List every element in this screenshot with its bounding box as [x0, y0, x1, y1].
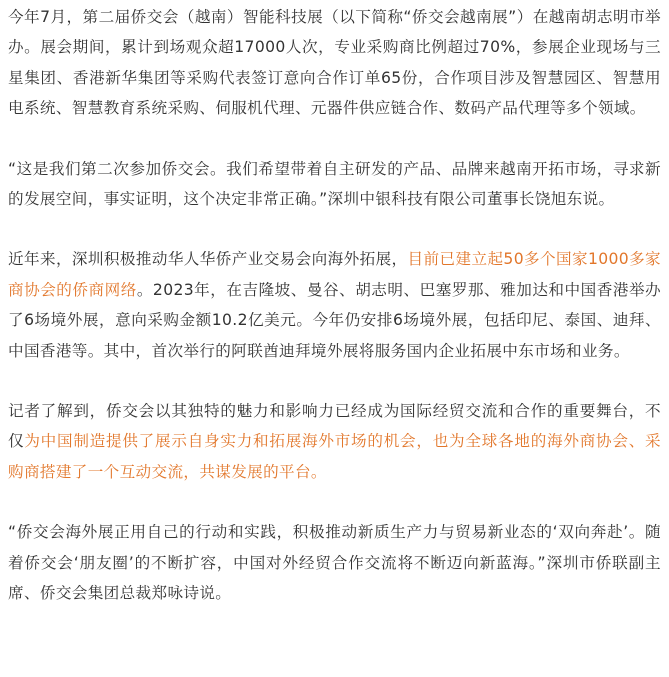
paragraph-3-highlight: 目前已建立起50多个国家1000多家商协会的侨商网络 [8, 250, 661, 299]
paragraph-spacer [8, 366, 661, 396]
paragraph-5-quote: “侨交会海外展正用自己的行动和实践，积极推动新质生产力与贸易新业态的‘双向奔赴’。随着侨交会‘朋友圈’的不断扩容，中国对外经贸合作交流将不断迈向新蓝海。”深圳市侨联副主席、侨交会集团总裁郑咏诗说。 [8, 523, 661, 603]
paragraph-3-text-before: 近年来，深圳积极推动华人华侨产业交易会向海外拓展， [8, 250, 408, 269]
paragraph-spacer [8, 214, 661, 244]
paragraph-spacer [8, 124, 661, 154]
paragraph-4-highlight: 为中国制造提供了展示自身实力和拓展海外市场的机会，也为全球各地的海外商协会、采购商搭建了一个互动交流，共谋发展的平台。 [8, 432, 661, 481]
paragraph-4 [8, 396, 661, 487]
paragraph-3 [8, 244, 661, 366]
paragraph-1: 今年7月，第二届侨交会（越南）智能科技展（以下简称“侨交会越南展”）在越南胡志明市举办。展会期间，累计到场观众超17000人次，专业采购商比例超过70%，参展企业现场与三星集团、香港新华集团等采购代表签订意向合作订单65份，合作项目涉及智慧园区、智慧用电系统、智慧教育系统采购、伺服机代理、元器件供应链合作、数码产品代理等多个领域。 [8, 8, 661, 118]
paragraph-2-quote: “这是我们第二次参加侨交会。我们希望带着自主研发的产品、品牌来越南开拓市场，寻求新的发展空间，事实证明，这个决定非常正确。”深圳中银科技有限公司董事长饶旭东说。 [8, 159, 661, 209]
paragraph-3-text-after: 。2023年，在吉隆坡、曼谷、胡志明、巴塞罗那、雅加达和中国香港举办了6场境外展，意向采购金额10.2亿美元。今年仍安排6场境外展，包括印尼、泰国、迪拜、中国香港等。其中，首次举行的阿联酋迪拜境外展将服务国内企业拓展中东市场和业务。 [8, 280, 661, 360]
paragraph-spacer [8, 487, 661, 517]
paragraph-4-text-before: 记者了解到，侨交会以其独特的魅力和影响力已经成为国际经贸交流和合作的重要舞台，不仅 [8, 402, 661, 451]
